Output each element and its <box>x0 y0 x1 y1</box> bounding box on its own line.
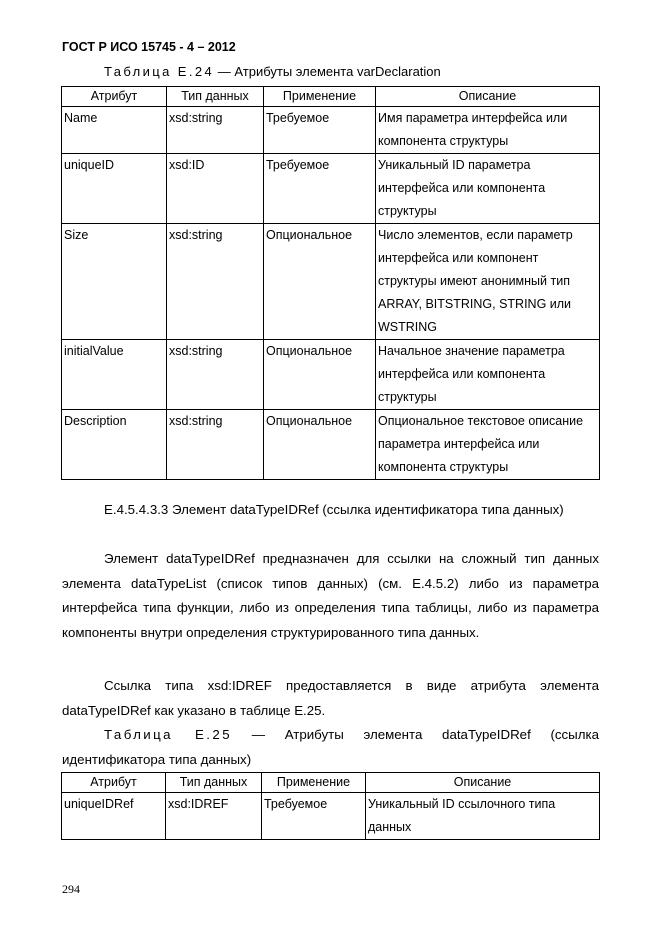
table-cell: Size <box>62 224 167 340</box>
table2-col-header: Описание <box>366 773 600 793</box>
table-cell: initialValue <box>62 340 167 410</box>
table-cell: uniqueIDRef <box>62 793 166 840</box>
table-cell: Число элементов, если параметр интерфейса или компонент структуры имеют анонимный тип ARRAY, BITSTRING, STRING или WSTRING <box>376 224 600 340</box>
table-cell: Опциональное текстовое описание параметра интерфейса или компонента структуры <box>376 410 600 480</box>
table-cell: xsd:IDREF <box>166 793 262 840</box>
table2 <box>61 772 600 840</box>
table-row <box>62 107 600 154</box>
table1-col-header: Описание <box>376 87 600 107</box>
table-cell: Имя параметра интерфейса или компонента структуры <box>376 107 600 154</box>
table-cell: xsd:string <box>167 107 264 154</box>
table2-caption-label: Таблица Е.25 <box>104 727 232 742</box>
table2-caption-text: — Атрибуты элемента dataTypeIDRef (ссылка идентификатора типа данных) <box>62 727 599 767</box>
table-row <box>62 340 600 410</box>
table1-caption-text: — Атрибуты элемента varDeclaration <box>217 64 441 79</box>
table1-col-header: Тип данных <box>167 87 264 107</box>
table1-caption-label: Таблица Е.24 <box>104 64 215 79</box>
table-row <box>62 410 600 480</box>
table-cell: xsd:string <box>167 410 264 480</box>
table-row <box>62 154 600 224</box>
table-row <box>62 224 600 340</box>
table1-col-header: Атрибут <box>62 87 167 107</box>
table-cell: Начальное значение параметра интерфейса или компонента структуры <box>376 340 600 410</box>
table2-col-header: Атрибут <box>62 773 166 793</box>
paragraph-2: Ссылка типа xsd:IDREF предоставляется в виде атрибута элемента dataTypeIDRef как указано в таблице Е.25. <box>62 678 599 718</box>
table-cell: Опциональное <box>264 340 376 410</box>
table2-caption <box>62 723 599 772</box>
table-cell: Требуемое <box>264 154 376 224</box>
table1-caption <box>104 64 441 79</box>
table-cell: Опциональное <box>264 410 376 480</box>
table-cell: xsd:ID <box>167 154 264 224</box>
table-cell: Требуемое <box>262 793 366 840</box>
table-cell: Уникальный ID ссылочного типа данных <box>366 793 600 840</box>
document-header: ГОСТ Р ИСО 15745 - 4 – 2012 <box>62 40 236 54</box>
table1 <box>61 86 600 480</box>
table-cell: Name <box>62 107 167 154</box>
table2-header-row <box>62 773 600 793</box>
table-row <box>62 793 600 840</box>
section-heading: E.4.5.4.3.3 Элемент dataTypeIDRef (ссылка идентификатора типа данных) <box>104 502 564 517</box>
table2-col-header: Применение <box>262 773 366 793</box>
table1-col-header: Применение <box>264 87 376 107</box>
paragraph-1: Элемент dataTypeIDRef предназначен для ссылки на сложный тип данных элемента dataTypeList (список типов данных) (см. Е.4.5.2) либо из параметра интерфейса типа функции, либо из определения типа таблицы, либо из параметра компоненты внутри определения структурированного типа данных. <box>62 551 599 640</box>
table-cell: Опциональное <box>264 224 376 340</box>
page-number: 294 <box>62 882 80 896</box>
table-cell: uniqueID <box>62 154 167 224</box>
table2-col-header: Тип данных <box>166 773 262 793</box>
table-cell: xsd:string <box>167 224 264 340</box>
table-cell: Description <box>62 410 167 480</box>
table1-header-row <box>62 87 600 107</box>
table-cell: xsd:string <box>167 340 264 410</box>
table-cell: Уникальный ID параметра интерфейса или компонента структуры <box>376 154 600 224</box>
table-cell: Требуемое <box>264 107 376 154</box>
